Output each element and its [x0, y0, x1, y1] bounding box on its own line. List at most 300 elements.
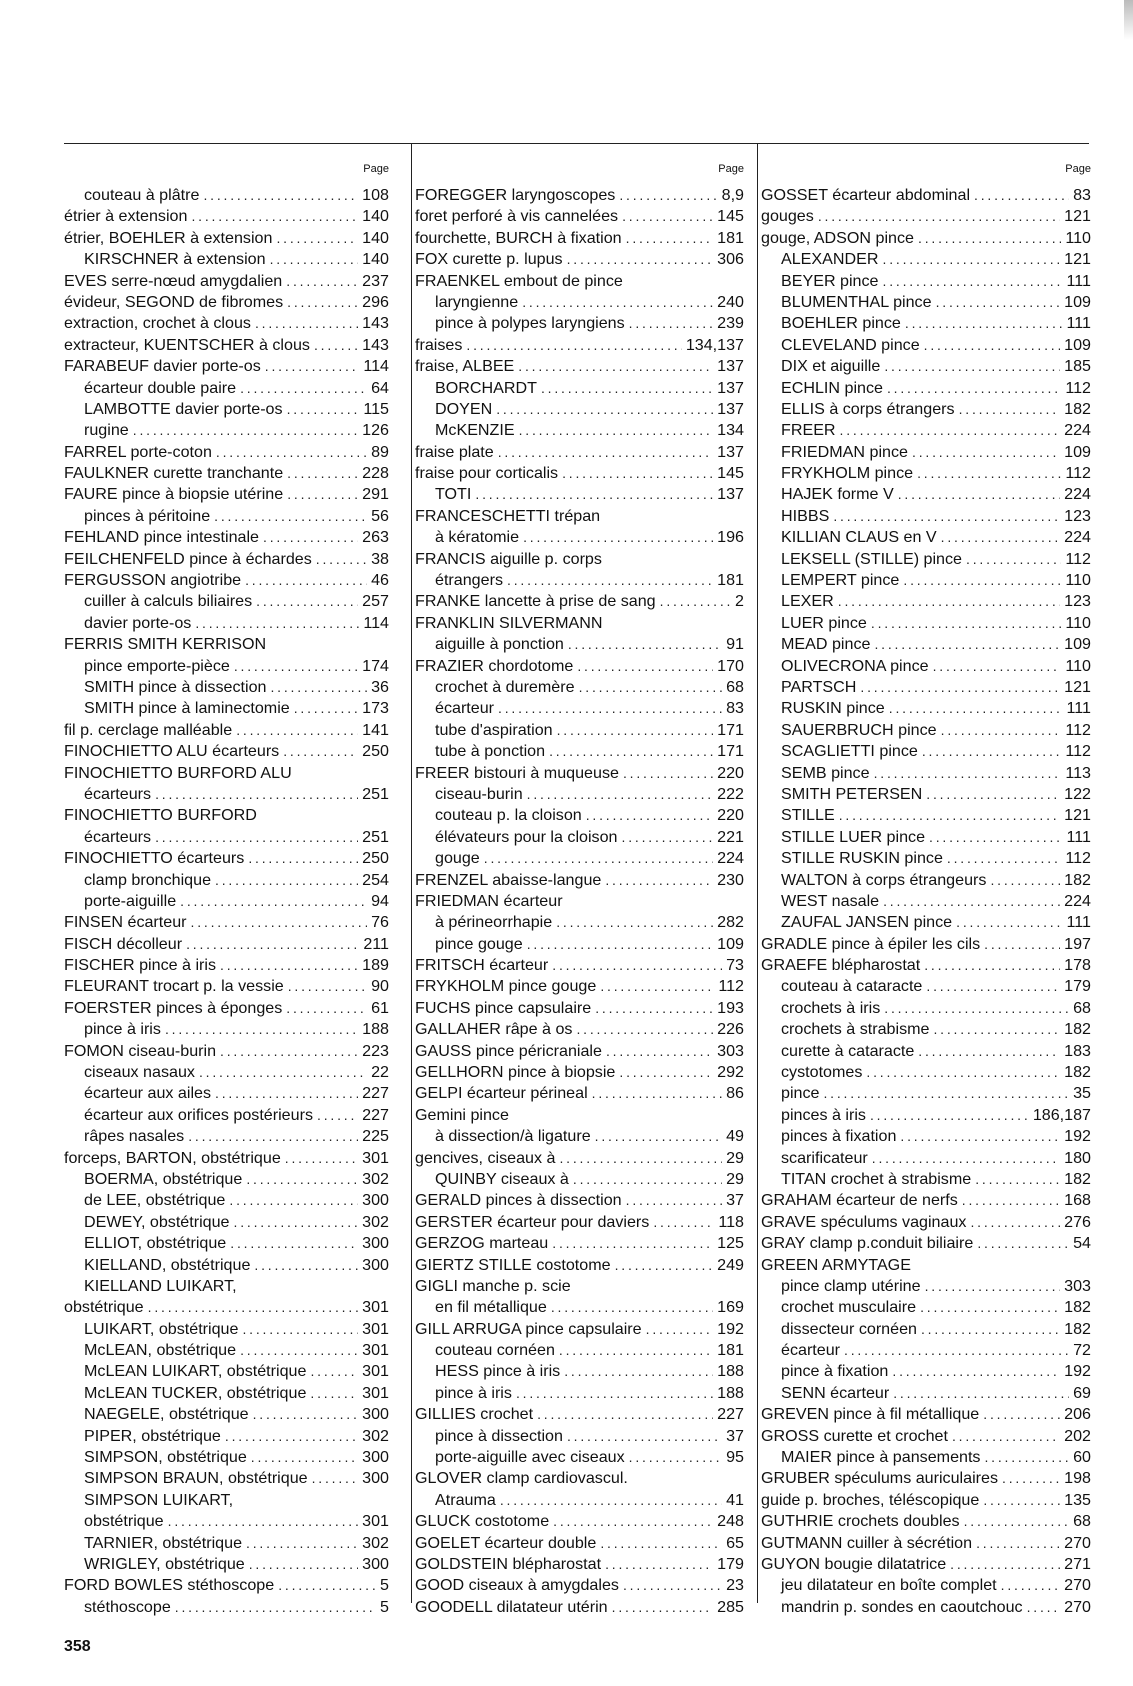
dot-leader	[883, 271, 1063, 292]
entry-page: 38	[371, 549, 389, 568]
dot-leader	[874, 763, 1062, 784]
entry-page: 83	[726, 699, 744, 718]
dot-leader	[242, 1319, 358, 1340]
dot-leader	[579, 677, 723, 698]
dot-leader	[254, 1255, 358, 1276]
entry-page: 211	[363, 934, 389, 953]
entry-page: 224	[1064, 421, 1091, 440]
index-entry	[64, 1105, 389, 1126]
entry-text: GREVEN pince à fil métallique	[761, 1405, 980, 1424]
entry-page: 112	[1065, 742, 1091, 761]
index-entry	[64, 1511, 389, 1532]
dot-leader	[626, 1190, 722, 1211]
entry-page: 112	[1065, 720, 1091, 739]
index-entry	[761, 313, 1091, 334]
entry-text: BLUMENTHAL pince	[781, 292, 932, 311]
index-entry	[415, 1212, 744, 1233]
index-entry	[415, 720, 744, 741]
entry-text: ELLIOT, obstétrique	[84, 1234, 227, 1253]
index-entry	[415, 677, 744, 698]
dot-leader	[924, 335, 1060, 356]
entry-text: LEKSELL (STILLE) pince	[781, 549, 962, 568]
dot-leader	[215, 1083, 358, 1104]
dot-leader	[155, 784, 358, 805]
index-entry	[64, 292, 389, 313]
entry-text: MAIER pince à pansements	[781, 1448, 981, 1467]
entry-page: 112	[1065, 378, 1091, 397]
entry-text: DEWEY, obstétrique	[84, 1212, 230, 1231]
dot-leader	[466, 335, 681, 356]
index-entry	[64, 1319, 389, 1340]
index-entry	[415, 805, 744, 826]
dot-leader	[527, 934, 713, 955]
entry-text: davier porte-os	[84, 613, 192, 632]
dot-leader	[872, 1148, 1060, 1169]
dot-leader	[519, 420, 714, 441]
entry-text: BOEHLER pince	[781, 314, 901, 333]
entry-page: 206	[1064, 1405, 1091, 1424]
dot-leader	[646, 1319, 714, 1340]
entry-text: foret perforé à vis cannelées	[415, 207, 619, 226]
dot-leader	[283, 741, 358, 762]
entry-text: FRIEDMAN pince	[781, 442, 908, 461]
entry-text: à kératomie	[435, 528, 520, 547]
entry-text: en fil métallique	[435, 1298, 547, 1317]
entry-text: GRAEFE blépharostat	[761, 956, 921, 975]
index-entry	[64, 420, 389, 441]
entry-text: SENN écarteur	[781, 1383, 890, 1402]
entry-text: OLIVECRONA pince	[781, 656, 929, 675]
dot-leader	[496, 399, 713, 420]
entry-page: 282	[717, 913, 744, 932]
entry-page: 239	[717, 314, 744, 333]
entry-text: Atrauma	[435, 1490, 496, 1509]
index-entry	[64, 228, 389, 249]
entry-page: 270	[1064, 1533, 1091, 1552]
dot-leader	[133, 420, 358, 441]
entry-page: 173	[362, 699, 389, 718]
index-entry	[64, 463, 389, 484]
entry-page: 37	[726, 1426, 744, 1445]
entry-page: 227	[717, 1405, 744, 1424]
dot-leader	[287, 463, 358, 484]
entry-text: FINOCHIETTO ALU écarteurs	[64, 742, 280, 761]
dot-leader	[314, 335, 358, 356]
dot-leader	[900, 1126, 1060, 1147]
entry-text: ALEXANDER	[781, 250, 879, 269]
entry-page: 112	[1065, 549, 1091, 568]
entry-text: FRANCIS aiguille p. corps	[415, 549, 602, 568]
dot-leader	[586, 805, 713, 826]
dot-leader	[287, 399, 360, 420]
index-entry	[415, 1554, 744, 1575]
index-entry	[415, 998, 744, 1019]
entry-text: FRAZIER chordotome	[415, 656, 574, 675]
entry-page: 182	[1064, 1020, 1091, 1039]
entry-page: 29	[726, 1169, 744, 1188]
dot-leader	[556, 912, 713, 933]
index-entry	[415, 463, 744, 484]
entry-text: FARABEUF davier porte-os	[64, 357, 261, 376]
index-entry	[64, 720, 389, 741]
entry-page: 115	[363, 399, 389, 418]
index-entry	[64, 1554, 389, 1575]
dot-leader	[557, 720, 714, 741]
dot-leader	[214, 506, 367, 527]
entry-page: 301	[362, 1512, 389, 1531]
index-entry	[64, 1468, 389, 1489]
entry-text: écarteurs	[84, 827, 152, 846]
entry-page: 8,9	[721, 186, 744, 204]
entry-page: 109	[717, 934, 744, 953]
index-entry	[761, 1083, 1091, 1104]
index-entry	[64, 955, 389, 976]
entry-text: râpes nasales	[84, 1127, 185, 1146]
dot-leader	[905, 313, 1063, 334]
entry-page: 49	[726, 1127, 744, 1146]
entry-text: extracteur, KUENTSCHER à clous	[64, 335, 310, 354]
entry-text: GILL ARRUGA pince capsulaire	[415, 1319, 642, 1338]
entry-text: pinces à iris	[781, 1105, 866, 1124]
dot-leader	[966, 549, 1061, 570]
dot-leader	[294, 698, 358, 719]
entry-text: GERZOG marteau	[415, 1234, 549, 1253]
index-entry	[761, 463, 1091, 484]
entry-page: 69	[1073, 1383, 1091, 1402]
entry-page: 121	[1064, 250, 1091, 269]
dot-leader	[912, 442, 1060, 463]
entry-text: gouge	[435, 849, 480, 868]
dot-leader	[622, 827, 714, 848]
index-entry	[64, 271, 389, 292]
entry-page: 68	[726, 677, 744, 696]
dot-leader	[537, 1404, 713, 1425]
entry-text: FRANCESCHETTI trépan	[415, 506, 601, 525]
entry-text: fil p. cerclage malléable	[64, 720, 233, 739]
entry-text: pinces à fixation	[781, 1127, 897, 1146]
index-entry	[415, 1404, 744, 1425]
entry-page: 181	[717, 1341, 744, 1360]
index-entry	[761, 1297, 1091, 1318]
dot-leader	[527, 784, 713, 805]
dot-leader	[870, 1105, 1029, 1126]
page-label: Page	[363, 163, 389, 175]
entry-page: 301	[362, 1341, 389, 1360]
index-entry	[64, 698, 389, 719]
index-entry	[415, 527, 744, 548]
entry-page: 182	[1064, 1298, 1091, 1317]
entry-page: 179	[1064, 977, 1091, 996]
entry-page: 126	[362, 421, 389, 440]
entry-text: étrangers	[435, 571, 503, 590]
index-entry	[415, 891, 744, 912]
dot-leader	[270, 677, 367, 698]
entry-text: GRUBER spéculums auriculaires	[761, 1469, 999, 1488]
entry-page: 257	[362, 592, 389, 611]
entry-text: LEMPERT pince	[781, 571, 900, 590]
dot-leader	[952, 1426, 1060, 1447]
index-entry	[761, 1019, 1091, 1040]
entry-text: SMITH PETERSEN	[781, 784, 923, 803]
dot-leader	[191, 912, 368, 933]
index-entry	[761, 1383, 1091, 1404]
dot-leader	[629, 313, 713, 334]
entry-page: 68	[1073, 1512, 1091, 1531]
dot-leader	[310, 1383, 358, 1404]
entry-text: WRIGLEY, obstétrique	[84, 1555, 245, 1573]
entry-page: 192	[717, 1319, 744, 1338]
index-entry	[415, 1148, 744, 1169]
entry-page: 168	[1064, 1191, 1091, 1210]
entry-text: GOOD ciseaux à amygdales	[415, 1576, 619, 1595]
entry-page: 178	[1064, 956, 1091, 975]
entry-text: ECHLIN pince	[781, 378, 883, 397]
dot-leader	[216, 442, 367, 463]
entry-text: obstétrique	[84, 1512, 164, 1531]
entry-page: 300	[362, 1555, 389, 1573]
entry-page: 29	[726, 1148, 744, 1167]
entry-page: 182	[1064, 870, 1091, 889]
dot-leader	[180, 891, 367, 912]
entry-text: GIERTZ STILLE costotome	[415, 1255, 611, 1274]
dot-leader	[229, 1190, 358, 1211]
entry-page: 270	[1064, 1576, 1091, 1595]
dot-leader	[893, 1383, 1069, 1404]
entry-page: 300	[362, 1255, 389, 1274]
index-entry	[761, 934, 1091, 955]
index-entry	[761, 1190, 1091, 1211]
dot-leader	[974, 185, 1069, 206]
dot-leader	[286, 271, 358, 292]
entry-text: GIGLI manche p. scie	[415, 1276, 571, 1295]
entry-text: BOERMA, obstétrique	[84, 1169, 243, 1188]
index-entry	[64, 1426, 389, 1447]
index-entry	[415, 656, 744, 677]
entry-text: FRYKHOLM pince gouge	[415, 977, 597, 996]
dot-leader	[562, 463, 713, 484]
dot-leader	[317, 1105, 358, 1126]
dot-leader	[838, 591, 1060, 612]
entry-text: stéthoscope	[84, 1597, 171, 1616]
entry-text: écarteur	[435, 699, 495, 718]
dot-leader	[918, 1041, 1060, 1062]
entry-page: 174	[362, 656, 389, 675]
dot-leader	[984, 934, 1060, 955]
entry-page: 248	[717, 1512, 744, 1531]
entry-page: 226	[717, 1020, 744, 1039]
dot-leader	[956, 912, 1062, 933]
entry-page: 89	[371, 442, 389, 461]
index-entry	[64, 763, 389, 784]
entry-text: laryngienne	[435, 292, 519, 311]
entry-page: 220	[717, 806, 744, 825]
index-entry	[415, 1383, 744, 1404]
index-entry	[761, 1361, 1091, 1382]
index-entry	[761, 870, 1091, 891]
entry-page: 140	[362, 207, 389, 226]
entry-page: 109	[1064, 335, 1091, 354]
dot-leader	[567, 1426, 722, 1447]
entry-text: pince clamp utérine	[781, 1276, 921, 1295]
entry-page: 111	[1066, 827, 1091, 846]
entry-page: 202	[1064, 1426, 1091, 1445]
entry-text: FINOCHIETTO BURFORD ALU	[64, 763, 292, 782]
entry-page: 192	[1064, 1127, 1091, 1146]
index-entry	[761, 1233, 1091, 1254]
index-entry	[64, 1361, 389, 1382]
index-entry	[761, 1554, 1091, 1575]
index-entry	[64, 634, 389, 655]
dot-leader	[559, 1340, 713, 1361]
entry-text: KILLIAN CLAUS en V	[781, 528, 937, 547]
index-entry	[761, 335, 1091, 356]
index-entry	[415, 1255, 744, 1276]
index-entry	[761, 1404, 1091, 1425]
index-entry	[415, 1468, 744, 1489]
entry-page: 123	[1064, 506, 1091, 525]
entry-page: 250	[362, 849, 389, 868]
dot-leader	[941, 527, 1060, 548]
entry-page: 61	[371, 998, 389, 1017]
index-entry	[64, 591, 389, 612]
entry-page: 125	[717, 1234, 744, 1253]
entry-text: écarteurs	[84, 784, 152, 803]
entry-page: 186,187	[1032, 1105, 1091, 1124]
index-entry	[415, 934, 744, 955]
entry-page: 224	[1064, 528, 1091, 547]
entry-text: PIPER, obstétrique	[84, 1426, 221, 1445]
index-entry	[415, 271, 744, 292]
entry-text: crochets à iris	[781, 998, 881, 1017]
entry-text: STILLE RUSKIN pince	[781, 849, 943, 868]
entry-text: couteau à cataracte	[781, 977, 923, 996]
entry-text: McLEAN, obstétrique	[84, 1341, 237, 1360]
entry-text: FUCHS pince capsulaire	[415, 998, 592, 1017]
dot-leader	[823, 1083, 1069, 1104]
entry-page: 193	[717, 998, 744, 1017]
dot-leader	[559, 1148, 722, 1169]
dot-leader	[933, 656, 1062, 677]
index-entry	[64, 442, 389, 463]
index-entry	[64, 1404, 389, 1425]
entry-text: crochets à strabisme	[781, 1020, 930, 1039]
dot-leader	[990, 870, 1060, 891]
index-entry	[64, 549, 389, 570]
index-entry	[415, 1575, 744, 1596]
entry-text: porte-aiguille	[84, 891, 177, 910]
index-entry	[761, 827, 1091, 848]
entry-text: SIMPSON LUIKART,	[84, 1490, 234, 1509]
entry-text: FORD BOWLES stéthoscope	[64, 1576, 275, 1595]
entry-text: FOERSTER pinces à éponges	[64, 998, 283, 1017]
dot-leader	[215, 870, 358, 891]
index-entry	[64, 249, 389, 270]
entry-page: 95	[726, 1448, 744, 1467]
index-entry	[761, 1148, 1091, 1169]
dot-leader	[903, 570, 1061, 591]
index-entry	[761, 292, 1091, 313]
entry-text: pince à iris	[84, 1020, 161, 1039]
entry-text: NAEGELE, obstétrique	[84, 1405, 249, 1424]
index-entry	[761, 1212, 1091, 1233]
entry-text: guide p. broches, téléscopique	[761, 1490, 980, 1509]
index-entry	[415, 1041, 744, 1062]
dot-leader	[619, 185, 717, 206]
dot-leader	[552, 1233, 713, 1254]
dot-leader	[278, 1575, 376, 1596]
entry-text: FEILCHENFELD pince à échardes	[64, 549, 312, 568]
index-entry	[415, 1126, 744, 1147]
dot-leader	[230, 1233, 358, 1254]
entry-page: 111	[1066, 699, 1091, 718]
index-entry	[761, 228, 1091, 249]
dot-leader	[248, 848, 358, 869]
entry-text: FINSEN écarteur	[64, 913, 187, 932]
dot-leader	[606, 1041, 713, 1062]
entry-page: 302	[362, 1169, 389, 1188]
entry-page: 60	[1073, 1448, 1091, 1467]
index-entry	[761, 442, 1091, 463]
dot-leader	[970, 1212, 1060, 1233]
entry-page: 220	[717, 763, 744, 782]
dot-leader	[883, 891, 1060, 912]
entry-page: 224	[1064, 485, 1091, 504]
entry-page: 121	[1064, 207, 1091, 226]
entry-text: cuiller à calculs biliaires	[84, 592, 253, 611]
index-entry	[415, 1597, 744, 1618]
entry-text: GREEN ARMYTAGE	[761, 1255, 911, 1274]
dot-leader	[818, 206, 1060, 227]
entry-page: 188	[717, 1362, 744, 1381]
entry-text: GRAVE spéculums vaginaux	[761, 1212, 967, 1231]
entry-page: 250	[362, 742, 389, 761]
entry-page: 180	[1064, 1148, 1091, 1167]
entry-page: 249	[717, 1255, 744, 1274]
entry-page: 302	[362, 1212, 389, 1231]
dot-leader	[925, 1276, 1061, 1297]
index-entry	[415, 1083, 744, 1104]
index-entry	[761, 1319, 1091, 1340]
entry-page: 271	[1064, 1555, 1091, 1573]
entry-page: 108	[362, 186, 389, 204]
index-entry	[64, 976, 389, 997]
index-entry	[761, 1041, 1091, 1062]
index-entry	[761, 1169, 1091, 1190]
entry-page: 83	[1073, 186, 1091, 204]
index-entry	[761, 549, 1091, 570]
index-entry	[64, 356, 389, 377]
dot-leader	[552, 955, 722, 976]
entry-text: HAJEK forme V	[781, 485, 894, 504]
entry-text: RUSKIN pince	[781, 699, 885, 718]
entry-page: 303	[1064, 1276, 1091, 1295]
dot-leader	[287, 292, 358, 313]
entry-text: ELLIS à corps étrangers	[781, 399, 955, 418]
entry-page: 137	[717, 485, 744, 504]
dot-leader	[840, 420, 1061, 441]
entry-page: 301	[362, 1319, 389, 1338]
dot-leader	[660, 591, 731, 612]
entry-text: FOMON ciseau-burin	[64, 1041, 217, 1060]
index-entry	[415, 420, 744, 441]
entry-page: 263	[362, 528, 389, 547]
entry-text: élévateurs pour la cloison	[435, 827, 618, 846]
entry-page: 182	[1064, 399, 1091, 418]
entry-page: 237	[362, 271, 389, 290]
index-entry	[64, 1212, 389, 1233]
entry-text: McKENZIE	[435, 421, 515, 440]
dot-leader	[622, 206, 713, 227]
